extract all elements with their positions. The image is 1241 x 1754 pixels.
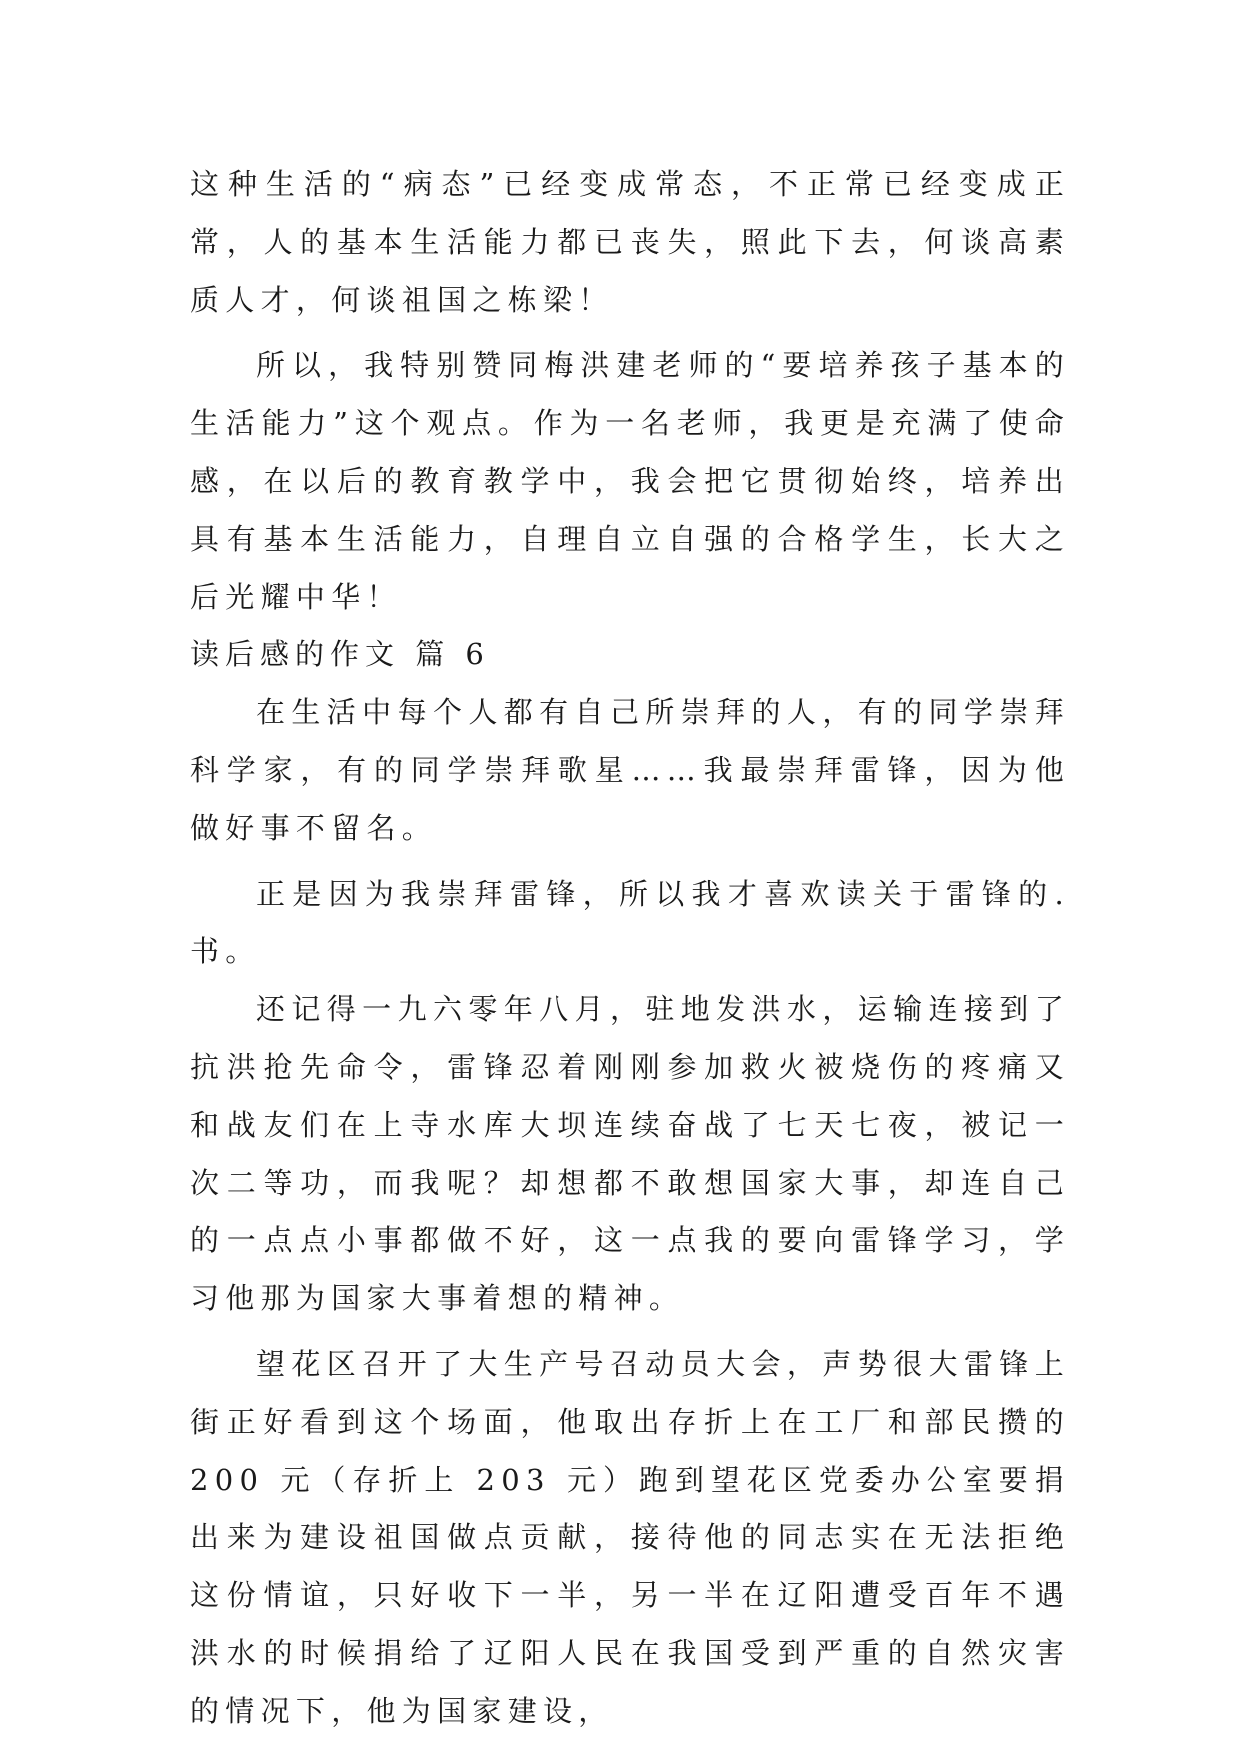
section-heading: 读后感的作文 篇 6 [190, 637, 490, 672]
section-paragraph-3: 还记得一九六零年八月，驻地发洪水，运输连接到了抗洪抢先命令，雷锋忍着刚刚参加救火被烧伤的疼痛又和战友们在上寺水库大坝连续奋战了七天七夜，被记一次二等功，而我呢？却想都不敢想国家大事，却连自己的一点点小事都做不好，这一点我的要向雷锋学习，学习他那为国家大事着想的精神。 [190, 992, 1070, 1316]
section-paragraph-2: 正是因为我崇拜雷锋，所以我才喜欢读关于雷锋的.书。 [190, 876, 1070, 969]
body-paragraph-1: 这种生活的“病态”已经变成常态，不正常已经变成正常，人的基本生活能力都已丧失，照此下去，何谈高素质人才，何谈祖国之栋梁！ [190, 167, 1070, 317]
section-paragraph-1: 在生活中每个人都有自己所崇拜的人，有的同学崇拜科学家，有的同学崇拜歌星……我最崇拜雷锋，因为他做好事不留名。 [190, 695, 1070, 845]
document-body [190, 156, 1070, 1741]
section-paragraph-4: 望花区召开了大生产号召动员大会，声势很大雷锋上街正好看到这个场面，他取出存折上在工厂和部民攒的 200 元（存折上 203 元）跑到望花区党委办公室要捐出来为建设祖国做点贡献，接待他的同志实在无法拒绝这份情谊，只好收下一半，另一半在辽阳遭受百年不遇洪水的时候捐给了辽阳人民在我国受到严重的自然灾害的情况下，他为国家建设， [190, 1346, 1070, 1728]
body-paragraph-2: 所以，我特别赞同梅洪建老师的“要培养孩子基本的生活能力”这个观点。作为一名老师，我更是充满了使命感，在以后的教育教学中，我会把它贯彻始终，培养出具有基本生活能力，自理自立自强的合格学生，长大之后光耀中华！ [190, 348, 1070, 614]
